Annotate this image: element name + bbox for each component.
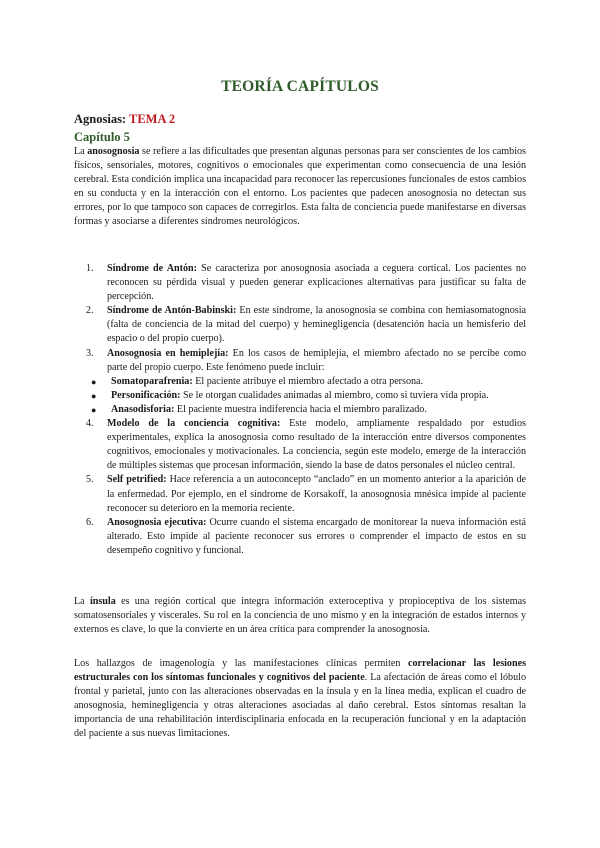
bullet-icon: ● bbox=[91, 390, 97, 401]
list-item bbox=[74, 347, 526, 375]
numbered-list bbox=[74, 262, 526, 558]
intro-paragraph bbox=[74, 145, 526, 230]
bullet-item bbox=[74, 389, 526, 403]
page-title: TEORÍA CAPÍTULOS bbox=[221, 78, 379, 95]
list-text: Hace referencia a un autoconcepto “anclado” en un momento anterior a la aparición de la enfermedad. Por ejemplo, en el síndrome de Korsakoff, la anosognosia mnésica impide al paciente reconocer su deterioro en la memoria reciente. bbox=[107, 474, 526, 514]
bullet-icon: ● bbox=[91, 376, 97, 387]
bullet-term: Personificación: bbox=[111, 389, 181, 401]
insula-paragraph bbox=[74, 595, 526, 637]
intro-bold: anosognosia bbox=[87, 146, 140, 157]
list-term: Síndrome de Antón-Babinski: bbox=[107, 305, 237, 317]
list-term: Self petrified: bbox=[107, 474, 167, 486]
list-term: Anosognosia en hemiplejía: bbox=[107, 347, 229, 359]
findings-paragraph bbox=[74, 657, 526, 742]
insula-pre: La bbox=[74, 596, 90, 607]
list-text: En los casos de hemiplejía, el miembro afectado no se percibe como parte del propio cuerpo. Este fenómeno puede incluir: bbox=[107, 347, 526, 373]
list-text: Se caracteriza por anosognosia asociada a ceguera cortical. Los pacientes no reconocen su pérdida visual y pueden generar explicaciones alternativas para justificar su falta de percepción. bbox=[107, 263, 527, 303]
chapter-heading: Capítulo 5 bbox=[74, 130, 130, 144]
findings-bold: correlacionar las lesiones estructurales con los síntomas funcionales y cognitivos del paciente bbox=[74, 658, 527, 684]
list-item bbox=[74, 417, 526, 473]
bullet-term: Anasodisforia: bbox=[111, 403, 175, 415]
insula-bold: ínsula bbox=[89, 596, 116, 607]
list-text: Este modelo, ampliamente respaldado por estudios experimentales, explica la anosognosia como resultado de la interacción entre diversos componentes cognitivos, emocionales y motivacionales. La conciencia, según este modelo, emerge de la interacción de múltiples sistemas que procesan información, siendo la base de datos personales el núcleo central. bbox=[107, 418, 526, 472]
list-number: 4. bbox=[86, 418, 94, 430]
list-text: En este síndrome, la anosognosia se combina con hemiasomatognosia (falta de conciencia de la mitad del cuerpo) y heminegligencia (desatención hacia un hemisferio del espacio o del propio cuerpo). bbox=[107, 305, 526, 345]
list-number: 1. bbox=[86, 263, 94, 274]
list-item bbox=[74, 262, 526, 304]
bullet-text: El paciente atribuye el miembro afectado a otra persona. bbox=[192, 375, 424, 387]
list-term: Anosognosia ejecutiva: bbox=[107, 516, 207, 528]
list-item bbox=[74, 516, 526, 558]
findings-post: . La afectación de áreas como el lóbulo frontal y parietal, junto con las alteraciones observadas en la ínsula y en la línea media, explican el cuadro de anosognosia, heminegligencia y otras alteraciones asociadas al daño cerebral. Estos síntomas resaltan la importancia de una rehabilitación interdisciplinaria enfocada en la recuperación funcional y en la adaptación del paciente a sus nuevas limitaciones. bbox=[74, 672, 526, 740]
insula-post: es una región cortical que integra información exteroceptiva y propioceptiva de los sistemas somatosensoriales y viscerales. Su rol en la conciencia de uno mismo y en la integración de estados internos y externos es clave, lo que la convierte en un área crítica para comprender la anosognosia. bbox=[74, 596, 526, 636]
bullet-item bbox=[74, 375, 526, 389]
list-number: 3. bbox=[86, 347, 94, 359]
bullet-text: El paciente muestra indiferencia hacia el miembro paralizado. bbox=[174, 403, 427, 415]
bullet-term: Somatoparafrenia: bbox=[111, 375, 193, 387]
section-label: Agnosias: bbox=[74, 112, 127, 126]
list-text: Ocurre cuando el sistema encargado de monitorear la nueva información está alterado. Esto impide al paciente reconocer sus errores o comprender el impacto de estos en su desempeño cognitivo y funcional. bbox=[107, 516, 526, 556]
list-item bbox=[74, 304, 526, 346]
list-number: 2. bbox=[86, 305, 94, 317]
bullet-icon: ● bbox=[91, 404, 97, 415]
findings-pre: Los hallazgos de imagenología y las manifestaciones clínicas permiten bbox=[74, 658, 409, 669]
list-term: Síndrome de Antón: bbox=[107, 263, 198, 274]
list-term: Modelo de la conciencia cognitiva: bbox=[107, 418, 281, 430]
section-heading bbox=[74, 112, 175, 127]
list-number: 6. bbox=[86, 516, 94, 528]
list-number: 5. bbox=[86, 474, 94, 486]
section-tema: TEMA 2 bbox=[129, 112, 176, 126]
list-item bbox=[74, 473, 526, 515]
intro-pre: La bbox=[74, 146, 88, 157]
intro-post: se refiere a las dificultades que presentan algunas personas para ser conscientes de los cambios físicos, sensoriales, motores, cognitivos o emocionales que experimentan como consecuencia de una lesión cerebral. Esta condición implica una incapacidad para reconocer las repercusiones funcionales de estos cambios en su conducta y en la interacción con el entorno. Los pacientes que padecen anosognosia no detectan sus errores, por lo que tampoco son capaces de corregirlos. Esta falta de conciencia puede manifestarse en diversas formas y asociarse a diferentes síndromes neurológicos. bbox=[74, 146, 526, 228]
bullet-item bbox=[74, 403, 526, 417]
bullet-text: Se le otorgan cualidades animadas al miembro, como si tuviera vida propia. bbox=[180, 389, 489, 401]
